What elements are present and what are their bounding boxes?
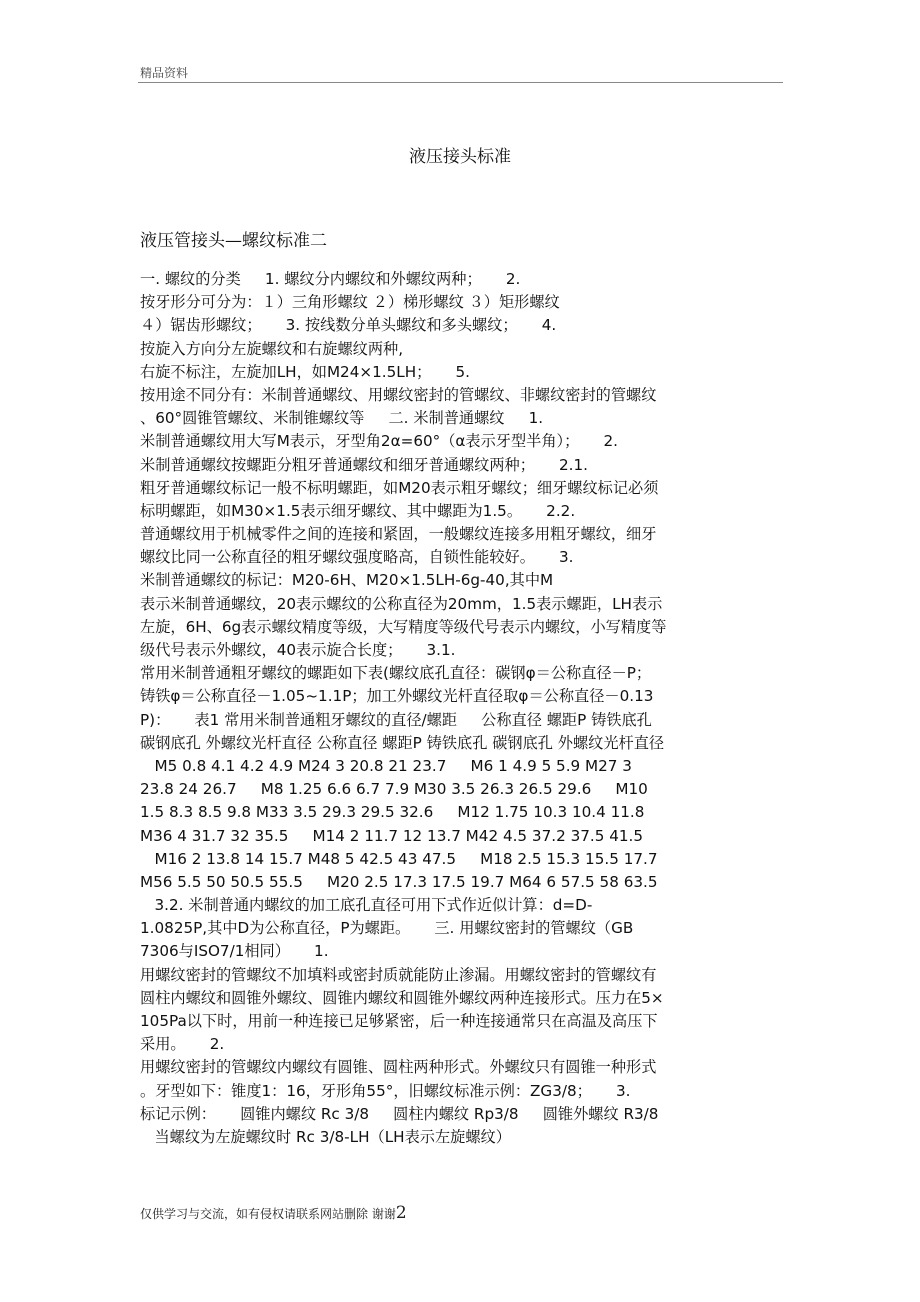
section-heading: 液压管接头—螺纹标准二	[140, 231, 327, 251]
body-line: 23.8 24 26.7 M8 1.25 6.6 6.7 7.9 M30 3.5 26.3 26.5 29.6 M10	[140, 780, 648, 799]
body-line: 一. 螺纹的分类 1. 螺纹分内螺纹和外螺纹两种； 2.	[140, 270, 521, 288]
body-line: ４）锯齿形螺纹； 3. 按线数分单头螺纹和多头螺纹； 4.	[140, 316, 557, 335]
body-line: 表示米制普通螺纹，20表示螺纹的公称直径为20mm，1.5表示螺距，LH表示	[140, 594, 663, 613]
body-line: 铸铁φ＝公称直径－1.05~1.1P；加工外螺纹光杆直径取φ＝公称直径－0.13	[140, 687, 654, 706]
body-line: 3.2. 米制普通内螺纹的加工底孔直径可用下式作近似计算：d=D-	[140, 896, 593, 915]
body-line: 7306与ISO7/1相同） 1.	[140, 942, 329, 961]
header-divider	[138, 82, 783, 83]
body-line: 左旋，6H、6g表示螺纹精度等级，大写精度等级代号表示内螺纹，小写精度等	[140, 617, 667, 636]
footer-note: 仅供学习与交流，如有侵权请联系网站删除 谢谢	[140, 1207, 396, 1221]
body-line: 用螺纹密封的管螺纹内螺纹有圆锥、圆柱两种形式。外螺纹只有圆锥一种形式	[140, 1058, 657, 1077]
body-line: 级代号表示外螺纹，40表示旋合长度； 3.1.	[140, 641, 456, 659]
body-line: 采用。 2.	[140, 1035, 225, 1054]
header-label: 精品资料	[140, 66, 189, 80]
body-line: 标明螺距，如M30×1.5表示细牙螺纹、其中螺距为1.5。 2.2.	[140, 501, 576, 520]
body-line: 常用米制普通粗牙螺纹的螺距如下表(螺纹底孔直径：碳钢φ＝公称直径－P；	[140, 664, 652, 683]
body-line: M56 5.5 50 50.5 55.5 M20 2.5 17.3 17.5 19.7 M64 6 57.5 58 63.5	[140, 872, 658, 891]
footer	[140, 1203, 407, 1223]
body-line: 粗牙普通螺纹标记一般不标明螺距，如M20表示粗牙螺纹；细牙螺纹标记必须	[140, 478, 659, 497]
page-number: 2	[395, 1203, 407, 1223]
body-line: 按用途不同分有：米制普通螺纹、用螺纹密封的管螺纹、非螺纹密封的管螺纹	[140, 385, 657, 404]
body-line: 按旋入方向分左旋螺纹和右旋螺纹两种,	[140, 339, 404, 358]
body-line: 米制普通螺纹的标记：M20-6H、M20×1.5LH-6g-40,其中M	[140, 571, 554, 590]
body-line: 标记示例： 圆锥内螺纹 Rc 3/8 圆柱内螺纹 Rp3/8 圆锥外螺纹 R3/8	[140, 1104, 659, 1123]
body-line: 1.0825P,其中D为公称直径，P为螺距。 三. 用螺纹密封的管螺纹（GB	[140, 919, 634, 938]
body-line: 按牙形分可分为：１）三角形螺纹 ２）梯形螺纹 ３）矩形螺纹	[140, 293, 560, 312]
body-line: 普通螺纹用于机械零件之间的连接和紧固，一般螺纹连接多用粗牙螺纹，细牙	[140, 525, 657, 544]
body-line: 当螺纹为左旋螺纹时 Rc 3/8-LH（LH表示左旋螺纹）	[140, 1127, 511, 1146]
body-line: P)： 表1 常用米制普通粗牙螺纹的直径/螺距 公称直径 螺距P 铸铁底孔	[140, 710, 652, 729]
body-line: 圆柱内螺纹和圆锥外螺纹、圆锥内螺纹和圆锥外螺纹两种连接形式。压力在5×	[140, 988, 664, 1007]
body-line: 1.5 8.3 8.5 9.8 M33 3.5 29.3 29.5 32.6 M12 1.75 10.3 10.4 11.8	[140, 803, 645, 822]
document-title: 液压接头标准	[409, 147, 511, 167]
body-line: M36 4 31.7 32 35.5 M14 2 11.7 12 13.7 M42 4.5 37.2 37.5 41.5	[140, 826, 644, 845]
body-line: M5 0.8 4.1 4.2 4.9 M24 3 20.8 21 23.7 M6 1 4.9 5 5.9 M27 3	[140, 756, 632, 775]
body-line: 米制普通螺纹按螺距分粗牙普通螺纹和细牙普通螺纹两种； 2.1.	[140, 455, 588, 474]
body-line: 。牙型如下：锥度1：16，牙形角55°，旧螺纹标准示例：ZG3/8； 3.	[140, 1081, 631, 1100]
body-line: M16 2 13.8 14 15.7 M48 5 42.5 43 47.5 M18 2.5 15.3 15.5 17.7	[140, 849, 658, 868]
body-text	[140, 268, 790, 1149]
body-line: 右旋不标注，左旋加LH，如M24×1.5LH； 5.	[140, 362, 470, 381]
body-line: 用螺纹密封的管螺纹不加填料或密封质就能防止渗漏。用螺纹密封的管螺纹有	[140, 965, 657, 984]
body-line: 、60°圆锥管螺纹、米制锥螺纹等 二. 米制普通螺纹 1.	[140, 409, 544, 428]
body-line: 螺纹比同一公称直径的粗牙螺纹强度略高，自锁性能较好。 3.	[140, 548, 574, 567]
body-line: 碳钢底孔 外螺纹光杆直径 公称直径 螺距P 铸铁底孔 碳钢底孔 外螺纹光杆直径	[140, 733, 665, 752]
body-line: 米制普通螺纹用大写M表示，牙型角2α=60°（α表示牙型半角）； 2.	[140, 432, 618, 451]
body-line: 105Pa以下时，用前一种连接已足够紧密，后一种连接通常只在高温及高压下	[140, 1012, 658, 1030]
